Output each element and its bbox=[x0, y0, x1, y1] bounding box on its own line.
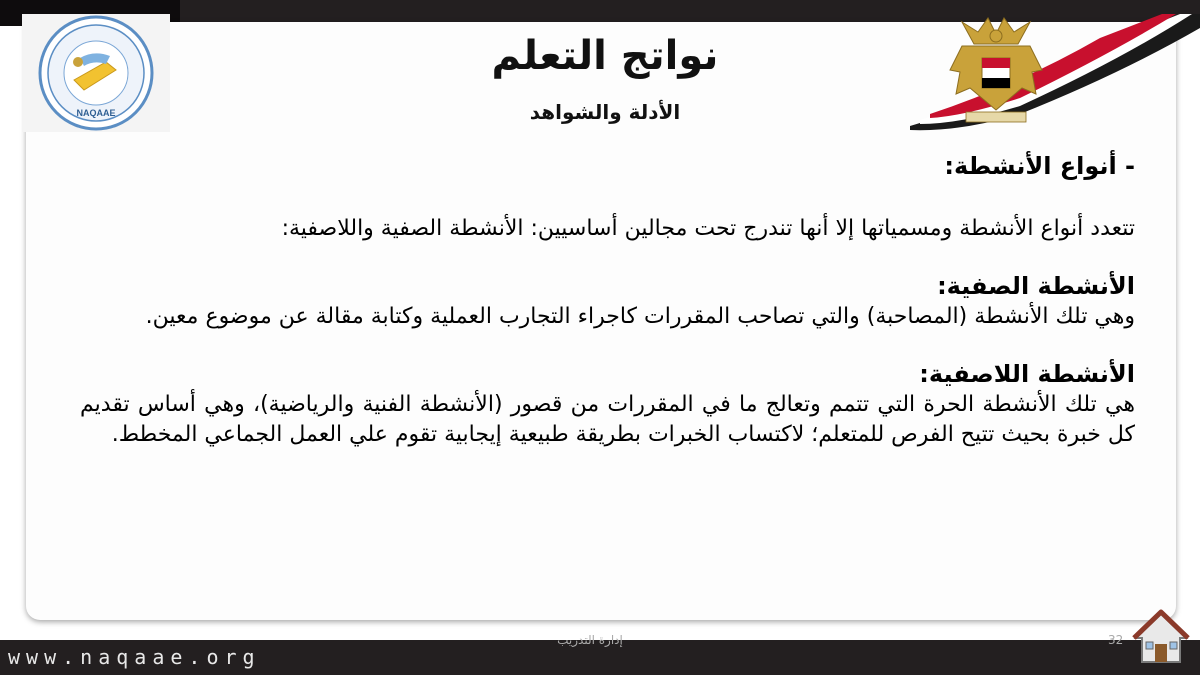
activity-types-intro: تتعدد أنواع الأنشطة ومسمياتها إلا أنها تندرج تحت مجالين أساسيين: الأنشطة الصفية واللاصفية: bbox=[281, 216, 1135, 241]
department-label: إدارة التدريب bbox=[557, 633, 623, 647]
spacer bbox=[80, 182, 1135, 214]
extracurricular-activities-text: هي تلك الأنشطة الحرة التي تتمم وتعالج ما في المقررات من قصور (الأنشطة الفنية والرياضية)، وهي أساس تقديم كل خبرة بحيث تتيح الفرص للمتعلم؛ لاكتساب الخبرات بطريقة طبيعية إيجابية تقوم علي العمل الجماعي المخطط. bbox=[80, 392, 1135, 447]
slide-subtitle: الأدلة والشواهد bbox=[529, 100, 681, 124]
activity-types-heading: - أنواع الأنشطة: bbox=[944, 152, 1135, 180]
slide-content bbox=[80, 150, 1135, 450]
website-url: www.naqaae.org bbox=[8, 645, 261, 669]
home-icon[interactable] bbox=[1130, 606, 1192, 668]
slide-title: نواتج التعلم bbox=[491, 33, 719, 79]
spacer bbox=[80, 244, 1135, 270]
spacer bbox=[80, 332, 1135, 358]
classroom-activities-text: وهي تلك الأنشطة (المصاحبة) والتي تصاحب المقررات كاجراء التجارب العملية وكتابة مقالة عن موضوع معين. bbox=[145, 304, 1135, 329]
page-number: 32 bbox=[1108, 633, 1124, 647]
classroom-activities-heading: الأنشطة الصفية: bbox=[937, 272, 1135, 300]
extracurricular-activities-heading: الأنشطة اللاصفية: bbox=[919, 360, 1135, 388]
logo-bottom-text: NAQAAE bbox=[76, 108, 116, 118]
naqaae-seal-icon bbox=[22, 14, 170, 132]
egypt-eagle-emblem-icon bbox=[900, 14, 1200, 134]
